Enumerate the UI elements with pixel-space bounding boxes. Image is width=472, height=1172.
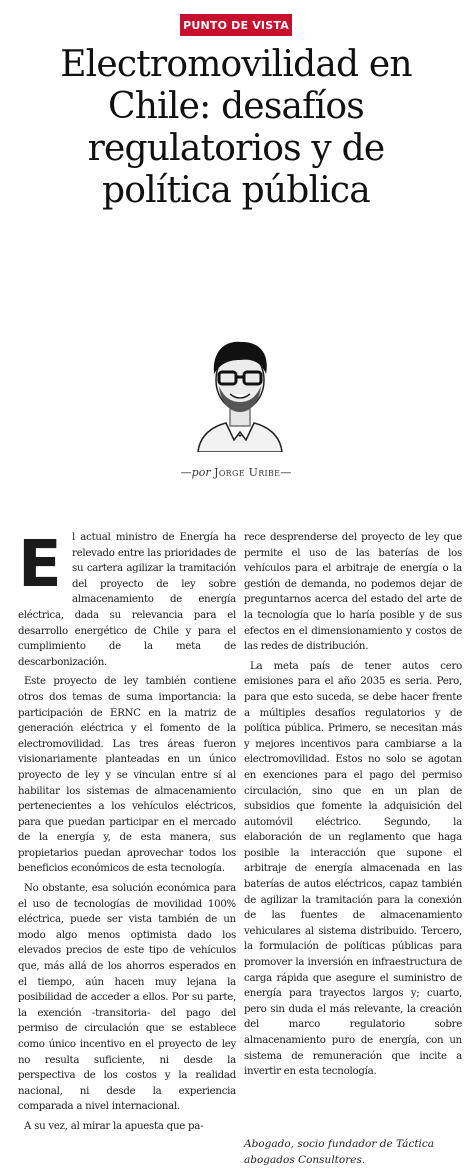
drop-cap: E <box>18 528 62 602</box>
paragraph-1 <box>18 530 236 670</box>
section-label: PUNTO DE VISTA <box>180 14 292 36</box>
byline-prefix: por <box>191 466 211 479</box>
headline: Electromovilidad en Chile: desafíos regulatorios y de política pública <box>60 44 412 211</box>
byline-author: Jorge Uribe <box>214 466 281 479</box>
article-column-left <box>18 530 236 1139</box>
article-column-right <box>244 530 462 1084</box>
paragraph-5: La meta país de tener autos cero emisiones para el año 2035 es seria. Pero, para que esto suceda, se debe hacer frente a múltiples desafíos regulatorios y de política pública. Primero, se necesitan más y mejores incentivos para cambiarse a la electromovilidad. Estos no solo se agotan en exenciones para el pago del permiso circulación, sino que en un plan de subsidios que fomente la adquisición del automóvil eléctrico. Segundo, la elaboración de un reglamento que haga posible la interacción que supone el arbitraje de energía almacenada en las baterías de autos eléctricos, capaz también de agilizar la tramitación para la conexión de las fuentes de almacenamiento vehiculares al sistema distribuido. Tercero, la formulación de políticas públicas para promover la inversión en infraestructura de carga rápida que asegure el suministro de energía para trayectos largos y; cuarto, pero sin duda el más relevante, la creación del marco regulatorio sobre almacenamiento puro de energía, con un sistema de remuneración que incite a invertir en esta tecnología. <box>244 660 462 1078</box>
author-portrait <box>190 328 290 452</box>
paragraph-4-continued: rece desprenderse del proyecto de ley que permite el uso de las baterías de los vehículos para el arbitraje de energía o la gestión de demanda, no podemos dejar de preguntarnos acerca del estado del arte de la tecnología que lo haría posible y de sus efectos en el dimensionamiento y costos de las redes de distribución. <box>244 532 462 653</box>
paragraph-2: Este proyecto de ley también contiene otros dos temas de suma importancia: la participación de ERNC en la matriz de generación eléctrica y el fomento de la electromovilidad. Las tres áreas fueron visionariamente planteadas en un único proyecto de ley y se vinculan entre sí al habilitar los sistemas de almacenamiento pertenecientes a los vehículos eléctricos, para que puedan participar en el mercado de la energía y, de esta manera, sus propietarios puedan aprovechar todos los beneficios económicos de esta tecnología. <box>18 676 236 875</box>
byline: —por Jorge Uribe— <box>180 466 292 479</box>
paragraph-4: A su vez, al mirar la apuesta que pa- <box>24 1120 204 1132</box>
paragraph-3: No obstante, esa solución económica para el uso de tecnologías de movilidad 100% eléctrica, puede ser vista también de un modo algo menos optimista dado los elevados precios de este tipo de vehículos que, más allá de los ahorros esperados en el tiempo, aún hacen muy lejana la posibilidad de acceder a ellos. Por su parte, la exención -transitoria- del pago del permiso de circulación que se establece como único incentivo en el proyecto de ley no resulta suficiente, ni desde la perspectiva de los costos y la realidad nacional, ni desde la experiencia comparada a nivel internacional. <box>18 883 236 1113</box>
author-signature: Abogado, socio fundador de Táctica abogados Consultores. <box>244 1138 435 1166</box>
paragraph-1-text: l actual ministro de Energía ha relevado entre las prioridades de su cartera agilizar la tramitación del proyecto de ley sobre almacenamiento de energía eléctrica, dada su relevancia para el desarrollo energético de Chile y para el cumplimiento de la meta de descarbonización. <box>18 532 236 668</box>
